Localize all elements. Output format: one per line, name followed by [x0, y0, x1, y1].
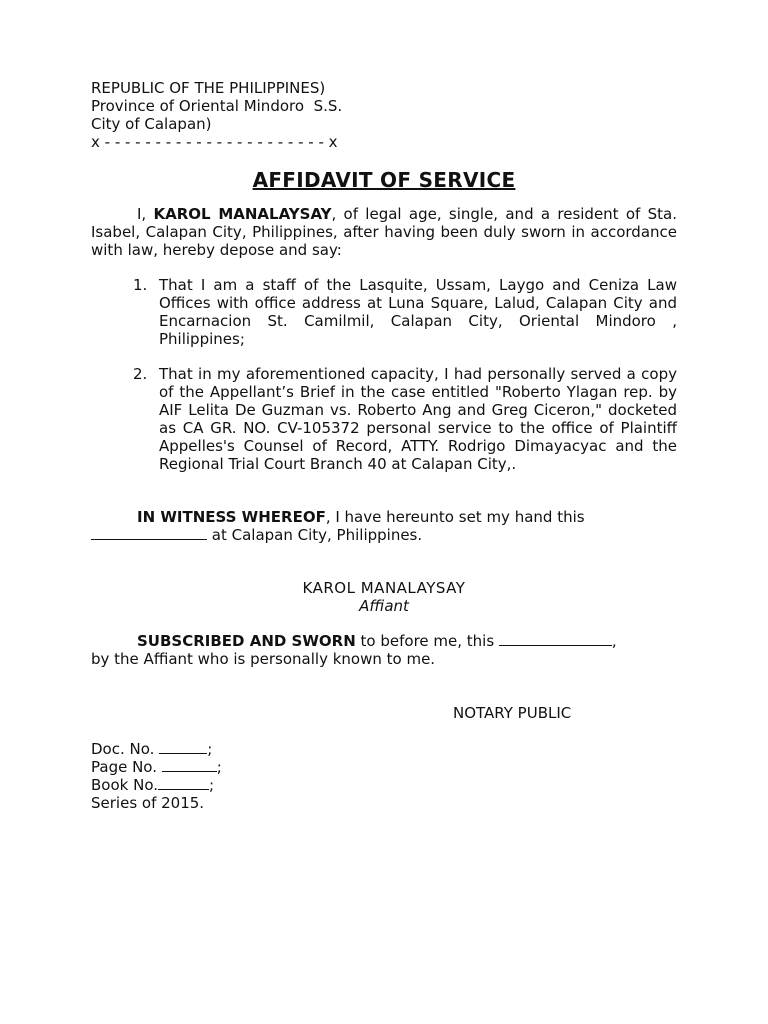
doc-no-line: [91, 740, 222, 758]
list-item-number: 1.: [133, 276, 148, 294]
intro-rest: , of legal age, single, and a resident of Sta. Isabel, Calapan City, Philippines, after having been duly sworn in accordance with law, hereby depose and say:: [91, 205, 677, 259]
document-title: AFFIDAVIT OF SERVICE: [252, 168, 516, 192]
list-item-number: 2.: [133, 365, 148, 383]
list-item: [133, 276, 677, 348]
witness-rest: , I have hereunto set my hand this: [325, 508, 585, 526]
book-no-line: [91, 776, 222, 794]
jurat-heading: SUBSCRIBED AND SWORN: [137, 632, 356, 650]
affiant-role: Affiant: [359, 597, 409, 615]
affiant-name-inline: KAROL MANALAYSAY: [153, 205, 332, 223]
jurat-line2: by the Affiant who is personally known to me.: [91, 650, 436, 668]
page-no-end: ;: [216, 758, 222, 776]
book-no-end: ;: [209, 776, 215, 794]
signature-block: [0, 579, 768, 615]
list-item: [133, 365, 677, 473]
series-line: Series of 2015.: [91, 794, 205, 812]
book-no-label: Book No.: [91, 776, 159, 794]
witness-heading: IN WITNESS WHEREOF: [137, 508, 326, 526]
jurat-rest: to before me, this: [355, 632, 499, 650]
header-republic: REPUBLIC OF THE PHILIPPINES): [91, 79, 326, 97]
affiant-name: KAROL MANALAYSAY: [302, 579, 466, 597]
header-separator: x - - - - - - - - - - - - - - - - - - - - - - x: [91, 133, 338, 151]
intro-prefix: I,: [137, 205, 154, 223]
witness-location: at Calapan City, Philippines.: [207, 526, 423, 544]
notary-public-label: NOTARY PUBLIC: [453, 704, 572, 722]
jurat-date-blank-line[interactable]: [499, 632, 612, 646]
book-no-blank[interactable]: [158, 776, 209, 790]
list-item-text: That I am a staff of the Lasquite, Ussam, Laygo and Ceniza Law Offices with office address at Luna Square, Lalud, Calapan City and Encarnacion St. Camilmil, Calapan City, Oriental Mindoro , Philippines;: [159, 276, 677, 348]
jurat-comma: ,: [611, 632, 617, 650]
witness-paragraph: [91, 508, 677, 544]
date-blank-line[interactable]: [91, 526, 207, 540]
doc-no-blank[interactable]: [159, 740, 207, 754]
header-province: Province of Oriental Mindoro S.S.: [91, 97, 343, 115]
page-no-blank[interactable]: [162, 758, 217, 772]
doc-no-label: Doc. No.: [91, 740, 160, 758]
doc-no-end: ;: [207, 740, 213, 758]
jurat-paragraph: [91, 632, 677, 668]
notarial-register: [91, 740, 222, 812]
page-no-label: Page No.: [91, 758, 162, 776]
header-city: City of Calapan): [91, 115, 212, 133]
list-item-text: That in my aforementioned capacity, I had personally served a copy of the Appellant’s Brief in the case entitled "Roberto Ylagan rep. by AIF Lelita De Guzman vs. Roberto Ang and Greg Ciceron," docketed as CA GR. NO. CV-105372 personal service to the office of Plaintiff Appelles's Counsel of Record, ATTY. Rodrigo Dimayacyac and the Regional Trial Court Branch 40 at Calapan City,.: [159, 365, 677, 473]
page-no-line: [91, 758, 222, 776]
intro-paragraph: [91, 205, 677, 259]
venue-header: [91, 79, 511, 151]
